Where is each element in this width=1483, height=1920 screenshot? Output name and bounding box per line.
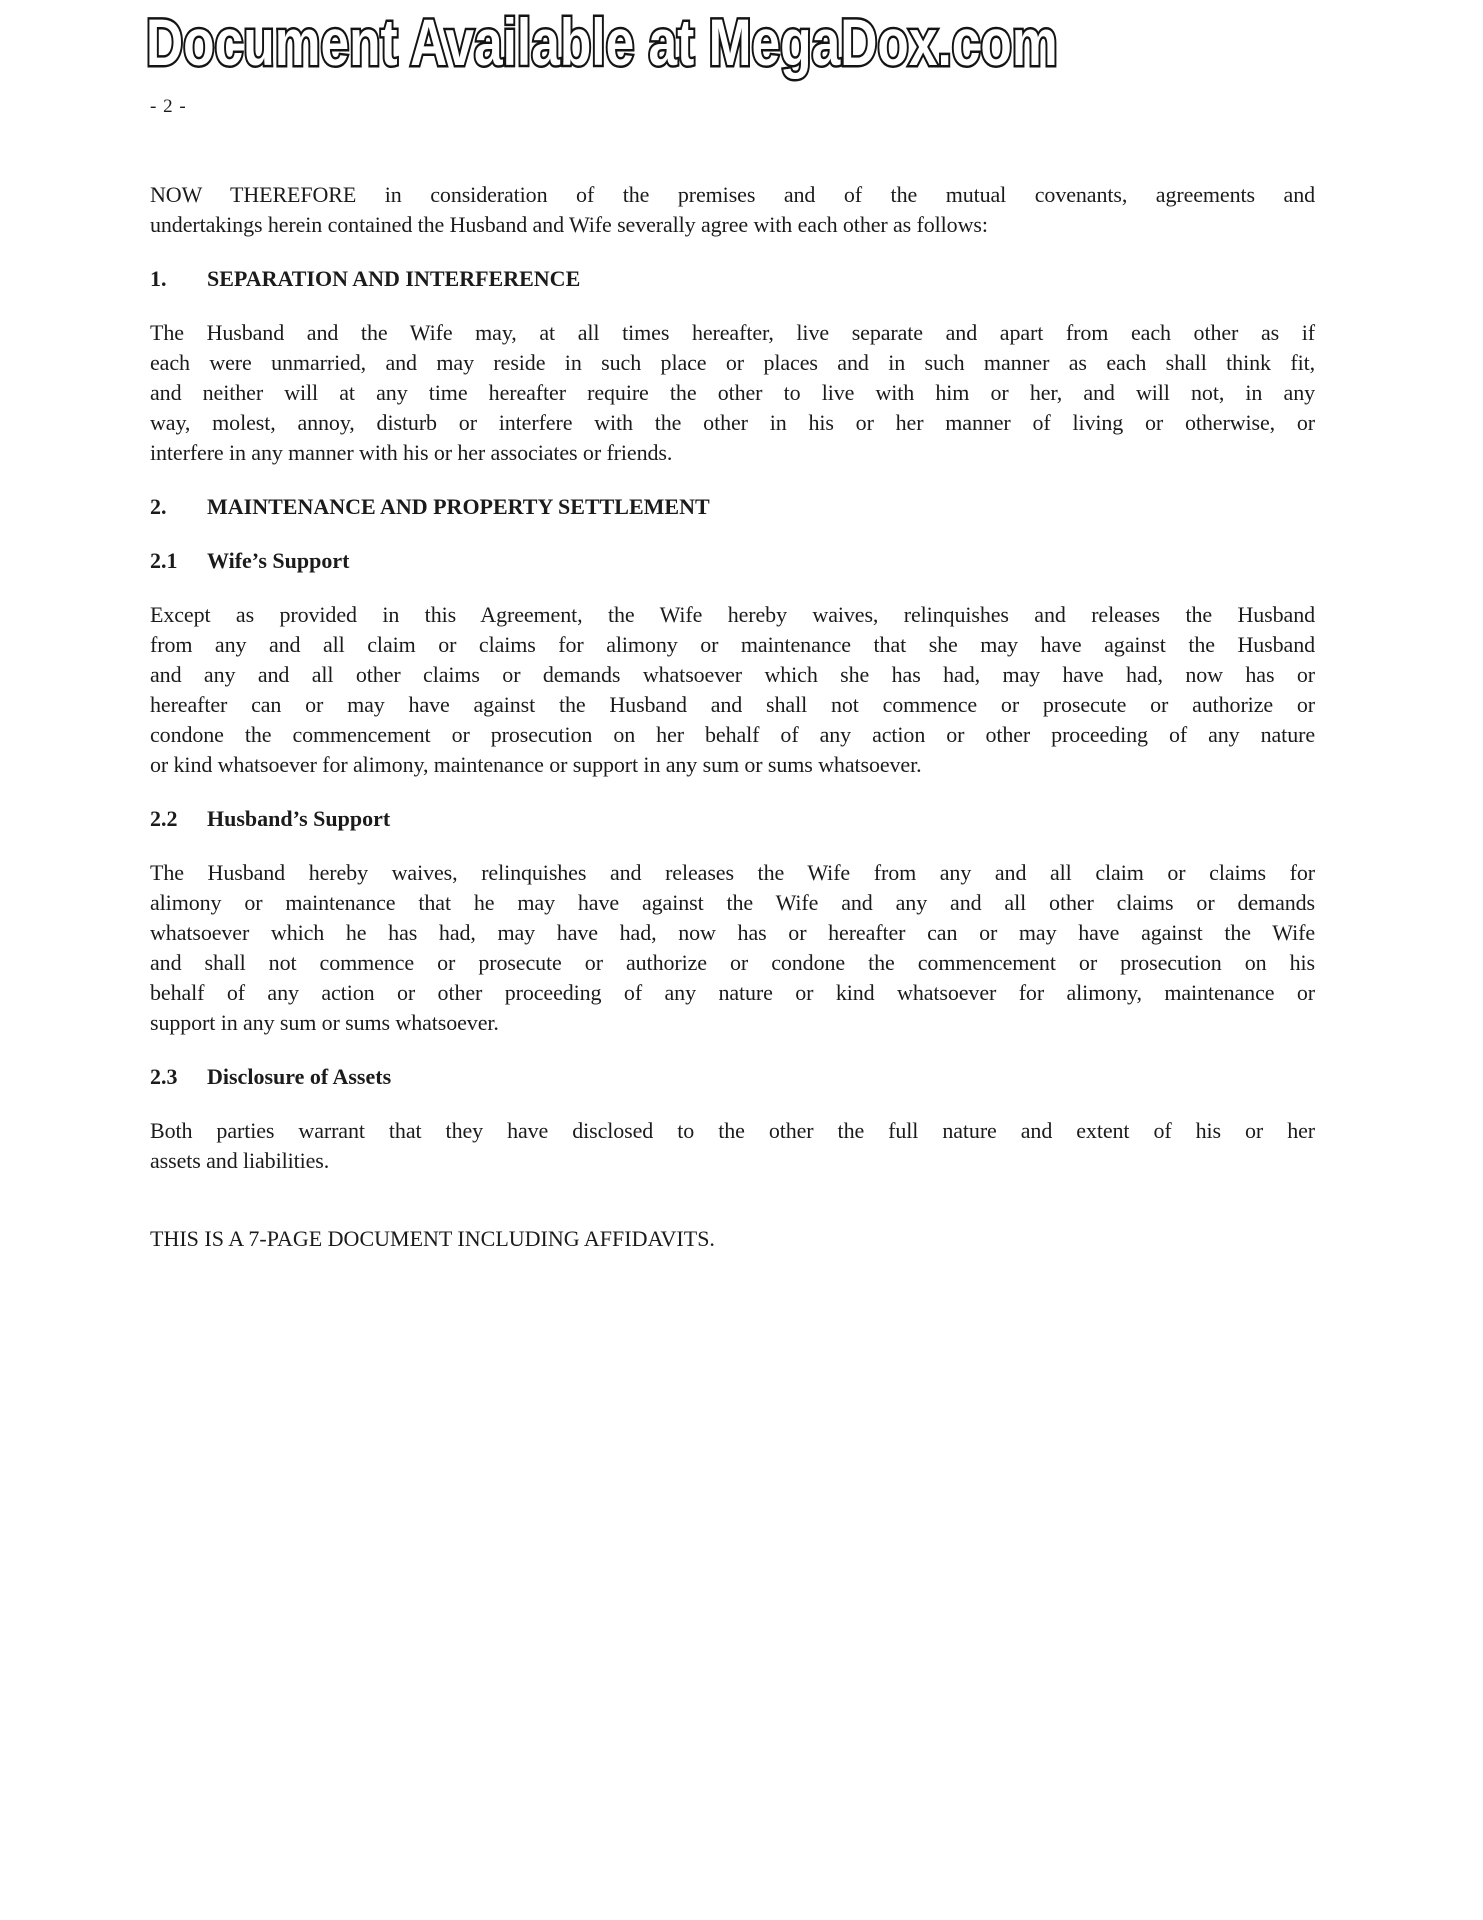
paragraph-line: whatsoever which he has had, may have had, now has or hereafter can or may have against the Wife	[150, 920, 1315, 945]
paragraph-line: and neither will at any time hereafter require the other to live with him or her, and will not, in any	[150, 380, 1315, 405]
paragraph-line: Except as provided in this Agreement, the Wife hereby waives, relinquishes and releases the Husband	[150, 602, 1315, 627]
paragraph-line: condone the commencement or prosecution on her behalf of any action or other proceeding of any nature	[150, 722, 1315, 747]
section-1-title: SEPARATION AND INTERFERENCE	[207, 266, 581, 291]
section-2-2-heading	[150, 804, 1315, 834]
paragraph-line: way, molest, annoy, disturb or interfere with the other in his or her manner of living or otherwise, or	[150, 410, 1315, 435]
paragraph-line: Both parties warrant that they have disclosed to the other the full nature and extent of his or her	[150, 1118, 1315, 1143]
section-2-2-paragraph	[150, 858, 1315, 1038]
section-1-heading	[150, 264, 1315, 294]
paragraph-line: The Husband and the Wife may, at all times hereafter, live separate and apart from each other as if	[150, 320, 1315, 345]
section-2-3-heading	[150, 1062, 1315, 1092]
paragraph-line: NOW THEREFORE in consideration of the premises and of the mutual covenants, agreements and	[150, 182, 1315, 207]
section-2-number: 2.	[150, 494, 167, 519]
section-2-2-number: 2.2	[150, 806, 178, 831]
paragraph-line: each were unmarried, and may reside in such place or places and in such manner as each shall think fit,	[150, 350, 1315, 375]
section-2-3-paragraph	[150, 1116, 1315, 1176]
section-2-1-paragraph	[150, 600, 1315, 780]
section-2-1-heading	[150, 546, 1315, 576]
intro-paragraph	[150, 180, 1315, 240]
paragraph-line: and any and all other claims or demands whatsoever which she has had, may have had, now has or	[150, 662, 1315, 687]
megadox-watermark: Document Available at MegaDox.com	[146, 5, 1058, 79]
page-number: - 2 -	[150, 96, 187, 117]
section-2-2-title: Husband’s Support	[207, 806, 391, 831]
paragraph-line: assets and liabilities.	[150, 1148, 330, 1173]
section-1-paragraph	[150, 318, 1315, 468]
section-2-1-title: Wife’s Support	[207, 548, 350, 573]
closing-note: THIS IS A 7-PAGE DOCUMENT INCLUDING AFFIDAVITS.	[150, 1226, 715, 1251]
paragraph-line: and shall not commence or prosecute or authorize or condone the commencement or prosecution on his	[150, 950, 1315, 975]
paragraph-line: The Husband hereby waives, relinquishes and releases the Wife from any and all claim or claims for	[150, 860, 1315, 885]
paragraph-line: behalf of any action or other proceeding of any nature or kind whatsoever for alimony, maintenance or	[150, 980, 1315, 1005]
paragraph-line: from any and all claim or claims for alimony or maintenance that she may have against the Husband	[150, 632, 1315, 657]
paragraph-line: alimony or maintenance that he may have against the Wife and any and all other claims or demands	[150, 890, 1315, 915]
paragraph-line: interfere in any manner with his or her associates or friends.	[150, 440, 673, 465]
section-2-1-number: 2.1	[150, 548, 178, 573]
section-2-title: MAINTENANCE AND PROPERTY SETTLEMENT	[207, 494, 710, 519]
section-2-3-number: 2.3	[150, 1064, 178, 1089]
section-2-3-title: Disclosure of Assets	[207, 1064, 392, 1089]
paragraph-line: support in any sum or sums whatsoever.	[150, 1010, 499, 1035]
section-2-heading	[150, 492, 1315, 522]
paragraph-line: hereafter can or may have against the Husband and shall not commence or prosecute or authorize or	[150, 692, 1315, 717]
paragraph-line: undertakings herein contained the Husband and Wife severally agree with each other as follows:	[150, 212, 988, 237]
section-1-number: 1.	[150, 266, 167, 291]
paragraph-line: or kind whatsoever for alimony, maintenance or support in any sum or sums whatsoever.	[150, 752, 922, 777]
